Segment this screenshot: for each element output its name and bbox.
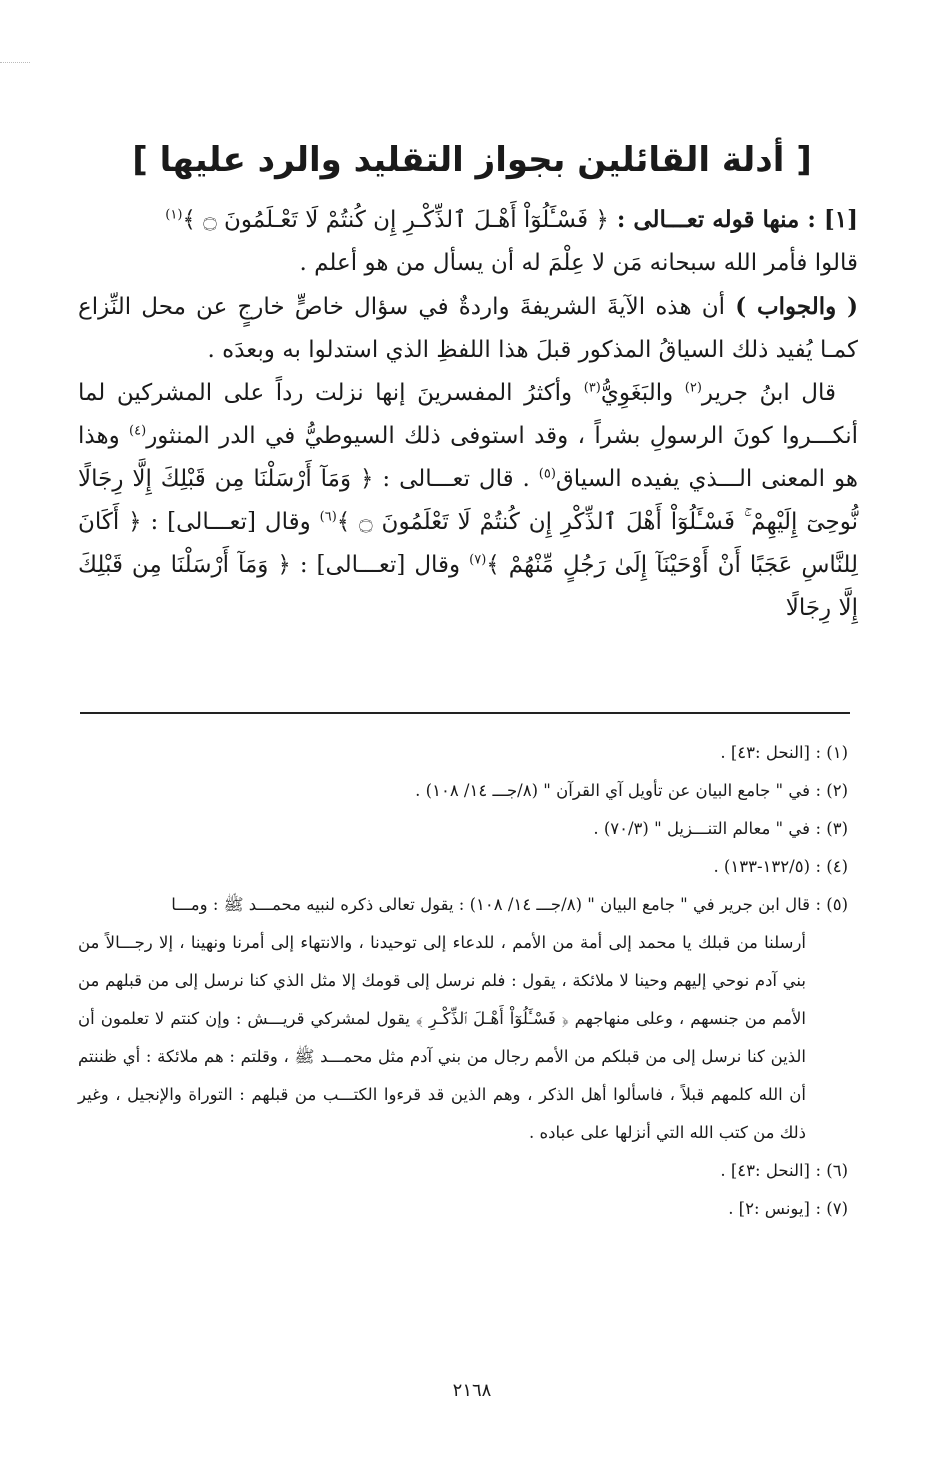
footnote-4 xyxy=(78,848,848,886)
footnote-number: (٦) : xyxy=(815,1161,848,1180)
footnote-text: [النحل :٤٣] . xyxy=(720,743,810,762)
footnote-ref[interactable]: (٣) xyxy=(583,380,601,396)
text-run: وهذا هو المعنى الـــذي يفيده السياق xyxy=(78,423,858,492)
footnote-number: (٥) : xyxy=(815,895,848,914)
footnote-7 xyxy=(78,1190,848,1228)
footnote-ref[interactable]: (٤) xyxy=(129,423,147,439)
footnote-divider xyxy=(80,712,850,714)
text-run: وقال [تعـــالى] : xyxy=(290,552,470,578)
footnote-number: (٤) : xyxy=(815,857,848,876)
paragraph-2: قالوا فأمر الله سبحانه مَن لا عِلْمَ له أن يسأل من هو أعلم . xyxy=(299,250,858,276)
footnote-text: قال ابن جرير في " جامع البيان " (٨/جـــ ١٤/ ١٠٨) : يقول تعالى ذكره لنبيه محمـــد ﷺ : ومـــا xyxy=(171,895,810,914)
text-run: وأكثرُ المفسرينَ إنها نزلت رداً على المشركين لما أنكـــروا كونَ الرسولِ بشراً ، وقد استوفى ذلك السيوطيُّ في الدر المنثور xyxy=(78,380,858,449)
footnote-6 xyxy=(78,1152,848,1190)
footnote-ref[interactable]: (٦) xyxy=(319,509,337,525)
quran-verse: ﴿ فَسْـَٔلُوٓاْ أَهْـلَ ٱلذِّكْـرِ إِن كُنتُمْ لَا تَعْـلَمُونَ ۝ ﴾ xyxy=(182,207,609,233)
footnote-text: في " معالم التنـــزيل " (٧٠/٣) . xyxy=(593,819,810,838)
footnote-5-continuation: أرسلنا من قبلك يا محمد إلى أمة من الأمم ، للدعاء إلى توحيدنا ، والانتهاء إلى أمرنا ونهينا ، إلا رجـــالاً من بني آدم نوحي إليهم وحينا لا ملائكة ، يقول : فلم نرسل إلى قومك إلا مثل الذي كنا نرسل إلى من قبلهم من الأمم من جنسهم ، وعلى منهاجهم ﴿ فَسْـَٔلُوٓاْ أَهْـلَ ٱلذِّكْـرِ ﴾ يقول لمشركي قريـــش : وإن كنتم لا تعلمون أن الذين كنا نرسل إلى من قبلكم من الأمم رجال من بني آدم مثل محمـــد ﷺ ، وقلتم : هم ملائكة : أي ظننتم أن الله كلمهم قبلاً ، فاسألوا أهل الذكر ، وهم الذين قد قرءوا الكتـــب من قبلهم : التوراة والإنجيل ، وغير ذلك من كتب الله التي أنزلها على عباده . xyxy=(78,933,806,1142)
footnote-ref[interactable]: (٥) xyxy=(538,466,556,482)
footnote-text: [يونس :٢] . xyxy=(728,1199,810,1218)
footnote-text: في " جامع البيان عن تأويل آي القرآن " (٨/جـــ ١٤/ ١٠٨) . xyxy=(415,781,810,800)
text-run: والبَغَوِيُّ xyxy=(600,380,685,406)
paragraph-1 xyxy=(78,198,858,242)
section-title: [ أدلة القائلين بجواز التقليد والرد عليها ] xyxy=(132,140,812,180)
quran-verse: ﴿ وَمَآ أَرْسَلْنَا مِن قَبْلِكَ إِلَّا رِجَالًا نُّوحِىٓ إِلَيْهِمْ ۚ فَسْـَٔلُوٓاْ أَهْلَ ٱلذِّكْرِ إِن كُنتُمْ لَا تَعْلَمُونَ ۝ ﴾ xyxy=(78,466,858,535)
footnote-number: (١) : xyxy=(815,743,848,762)
paragraph-4 xyxy=(78,372,858,630)
scan-artifact xyxy=(0,62,30,65)
paragraph-3 xyxy=(78,285,858,372)
answer-label: ( والجواب ) xyxy=(735,293,858,320)
footnote-ref[interactable]: (١) xyxy=(165,207,183,223)
footnote-text: [النحل :٤٣] . xyxy=(720,1161,810,1180)
footnote-3 xyxy=(78,810,848,848)
footnote-text: (١٣٢/٥-١٣٣) . xyxy=(713,857,810,876)
footnote-1 xyxy=(78,734,848,772)
text-run: قال ابنُ جرير xyxy=(701,380,836,406)
text-run: . قال تعـــالى : xyxy=(373,466,539,492)
footnote-number: (٢) : xyxy=(815,781,848,800)
evidence-number: [١] : منها قوله تعـــالى : xyxy=(608,206,858,233)
quran-verse: ﴿ أَكَانَ لِلنَّاسِ عَجَبًا أَنْ أَوْحَيْنَآ إِلَىٰ رَجُلٍ مِّنْهُمْ ﴾ xyxy=(78,509,858,578)
text-run: وقال [تعـــالى] : xyxy=(141,509,320,535)
footnote-number: (٧) : xyxy=(815,1199,848,1218)
footnote-number: (٣) : xyxy=(815,819,848,838)
main-text xyxy=(78,198,858,630)
footnote-5 xyxy=(78,886,848,924)
page-number: ٢١٦٨ xyxy=(452,1380,492,1401)
quran-verse: ﴿ وَمَآ أَرْسَلْنَا مِن قَبْلِكَ إِلَّا رِجَالًا xyxy=(78,552,858,621)
footnote-2 xyxy=(78,772,848,810)
footnote-ref[interactable]: (٢) xyxy=(684,380,702,396)
footnote-ref[interactable]: (٧) xyxy=(469,552,487,568)
footnotes xyxy=(78,734,848,1228)
answer-text: أن هذه الآيةَ الشريفةَ واردةٌ في سؤال خاصٍّ خارجٍ عن محل النِّزاع كمـا يُفيد ذلك السياقُ المذكور قبلَ هذا اللفظِ الذي استدلوا به وبعدَه . xyxy=(78,294,858,363)
